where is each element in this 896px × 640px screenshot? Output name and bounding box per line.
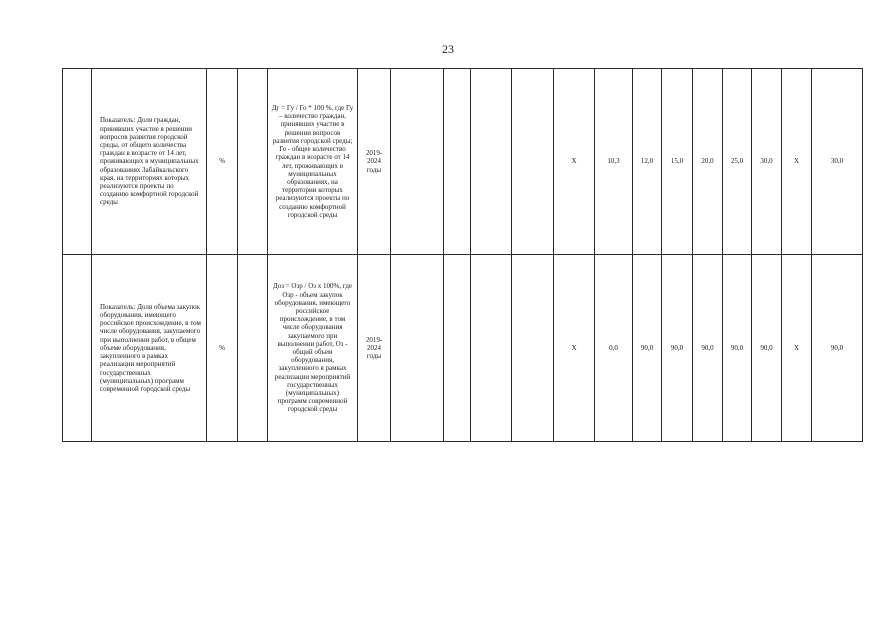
value-cell: 30,0: [752, 69, 782, 255]
empty-cell: [391, 255, 444, 442]
value-cell: 90,0: [723, 255, 752, 442]
formula-cell: Доз = Озр / Оз х 100%, где Озр - объем закупок оборудования, имеющего российское происхождение, в том числе оборудования закупаемого при выполнении работ, Оз - общий объем оборудования, закупленного в рамках реализации мероприятий государственных (муниципальных) программ современной городской среды: [268, 255, 358, 442]
value-cell: 25,0: [723, 69, 752, 255]
page-number: 23: [442, 42, 454, 56]
empty-cell: [444, 69, 471, 255]
value-cell: 90,0: [752, 255, 782, 442]
empty-cell: [63, 69, 92, 255]
value-cell: 90,0: [633, 255, 662, 442]
value-cell: 15,0: [662, 69, 693, 255]
unit-cell: %: [207, 255, 238, 442]
value-cell: X: [554, 255, 595, 442]
table-row: [63, 69, 863, 255]
indicator-table: [62, 68, 863, 442]
empty-cell: [238, 69, 268, 255]
empty-cell: [512, 69, 554, 255]
value-cell: 90,0: [693, 255, 723, 442]
empty-cell: [512, 255, 554, 442]
empty-cell: [471, 255, 512, 442]
value-cell: X: [782, 255, 812, 442]
empty-cell: [238, 255, 268, 442]
value-cell: X: [782, 69, 812, 255]
value-cell: 12,0: [633, 69, 662, 255]
empty-cell: [471, 69, 512, 255]
value-cell: X: [554, 69, 595, 255]
value-cell: 30,0: [812, 69, 863, 255]
indicator-cell: Показатель: Доля граждан, принявших участие в решении вопросов развития городской среды, от общего количества граждан в возрасте от 14 лет, проживающих в муниципальных образованиях Забайкальского края, на территориях которых реализуются проекты по созданию комфортной городской среды: [92, 69, 207, 255]
indicator-cell: Показатель: Доля объема закупок оборудования, имеющего российское происхождение, в том числе оборудования, закупаемого при выполнении работ, в общем объеме оборудования, закупленного в рамках реализации мероприятий государственных (муниципальных) программ современной городской среды: [92, 255, 207, 442]
empty-cell: [444, 255, 471, 442]
period-cell: 2019-2024 годы: [358, 255, 391, 442]
value-cell: 20,0: [693, 69, 723, 255]
value-cell: 90,0: [662, 255, 693, 442]
formula-cell: Дг = Гу / Го * 100 %, где Гу – количество граждан, принявших участие в решении вопросов развития городской среды; Го - общее количество граждан в возрасте от 14 лет, проживающих в муниципальных образованиях, на территории которых реализуются проекты по созданию комфортной городской среды: [268, 69, 358, 255]
period-cell: 2019-2024 годы: [358, 69, 391, 255]
value-cell: 10,3: [595, 69, 633, 255]
table-row: [63, 255, 863, 442]
value-cell: 0,0: [595, 255, 633, 442]
empty-cell: [391, 69, 444, 255]
unit-cell: %: [207, 69, 238, 255]
value-cell: 90,0: [812, 255, 863, 442]
empty-cell: [63, 255, 92, 442]
